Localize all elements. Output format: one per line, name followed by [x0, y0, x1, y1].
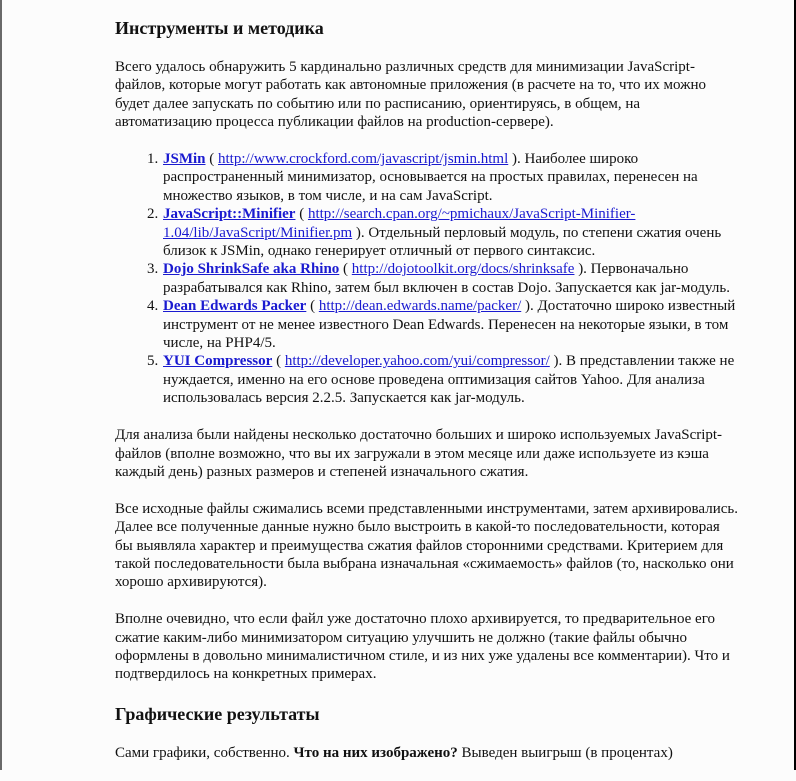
- tool-item-javascript-minifier: [162, 205, 740, 260]
- tool-description: ). Наиболее широко распространенный минимизатор, основывается на простых правилах, перенесен на множество языков, в том числе, и на сам JavaScript.: [163, 151, 698, 204]
- paren-open: (: [205, 151, 219, 168]
- tool-link-url[interactable]: http://dean.edwards.name/packer/: [318, 298, 522, 315]
- conclusion-paragraph: Вполне очевидно, что если файл уже достаточно плохо архивируется, то предварительное его сжатие каким-либо минимизатором ситуацию улучшить не должно (такие файлы обычно оформлены в довольно минималистичном стиле, и из них уже удалены все комментарии). Что и подтвердилось на конкретных примерах.: [115, 611, 730, 683]
- paren-open: (: [272, 353, 285, 370]
- results-paragraph: [115, 744, 740, 762]
- tool-item-yui-compressor: [162, 352, 740, 407]
- results-text-bold: Что на них изображено?: [293, 745, 458, 762]
- tool-item-dojo-shrinksafe: [162, 260, 740, 297]
- tool-link-name[interactable]: YUI Compressor: [163, 353, 273, 370]
- paren-open: (: [306, 298, 319, 315]
- tools-list: [115, 150, 740, 408]
- intro-paragraph: Всего удалось обнаружить 5 кардинально различных средств для минимизации JavaScript-файлов, которые могут работать как автономные приложения (в расчете на то, что их можно будет далее запускать по событию или по расписанию, ориентируясь, в общем, на автоматизацию процесса публикации файлов на production-сервере).: [115, 59, 706, 131]
- section-heading-results: Графические результаты: [115, 704, 320, 725]
- tool-link-name[interactable]: Dojo ShrinkSafe aka Rhino: [163, 261, 340, 278]
- files-paragraph: Для анализа были найдены несколько достаточно больших и широко используемых JavaScript-файлов (вполне возможно, что вы их загружали в этом месяце или даже используете из кэша каждый день) разных размеров и степеней изначального сжатия.: [115, 427, 723, 480]
- section-heading-tools: Инструменты и методика: [115, 18, 324, 38]
- tool-link-name[interactable]: JSMin: [163, 151, 206, 168]
- method-paragraph: Все исходные файлы сжимались всеми представленными инструментами, затем архивировались. Далее все полученные данные нужно было выстроить в какой-то последовательности, которая бы выявляла характер и преимущества сжатия файлов сторонними средствами. Критерием для такой последовательности была выбрана изначальная «сжимаемость» файлов (то, насколько они хорошо архивируются).: [115, 500, 738, 591]
- tool-description: ). Отдельный перловый модуль, по степени сжатия очень близок к JSMin, однако генерирует отличный от первого синтаксис.: [163, 224, 722, 260]
- tool-description: ). В представлении также не нуждается, именно на его основе проведена оптимизация сайтов Yahoo. Для анализа использовалась версия 2.2.5. Запускается как jar-модуль.: [163, 353, 735, 407]
- window-border-left: [0, 0, 2, 770]
- paren-open: (: [339, 261, 352, 278]
- paren-open: (: [295, 206, 308, 223]
- tool-link-url[interactable]: http://www.crockford.com/javascript/jsmin.html: [218, 151, 509, 168]
- tool-link-name[interactable]: JavaScript::Minifier: [163, 206, 296, 223]
- results-text-rest: Выведен выигрыш (в процентах): [457, 745, 673, 762]
- results-text-start: Сами графики, собственно.: [115, 745, 294, 762]
- tool-description: ). Первоначально разрабатывался как Rhino, затем был включен в состав Dojo. Запускается как jar-модуль.: [163, 261, 730, 296]
- tool-link-url[interactable]: http://developer.yahoo.com/yui/compressor/: [284, 353, 550, 370]
- tool-link-url[interactable]: http://search.cpan.org/~pmichaux/JavaScript-Minifier-1.04/lib/JavaScript/Minifier.pm: [163, 206, 636, 241]
- article-content: [115, 16, 740, 781]
- tool-description: ). Достаточно широко известный инструмент от не менее известного Dean Edwards. Перенесен на некоторые языки, в том числе, на PHP4/5.: [163, 298, 736, 352]
- tool-item-dean-edwards-packer: [162, 297, 740, 352]
- tool-link-url[interactable]: http://dojotoolkit.org/docs/shrinksafe: [351, 261, 575, 278]
- tool-link-name[interactable]: Dean Edwards Packer: [163, 298, 307, 315]
- tool-item-jsmin: [162, 150, 740, 205]
